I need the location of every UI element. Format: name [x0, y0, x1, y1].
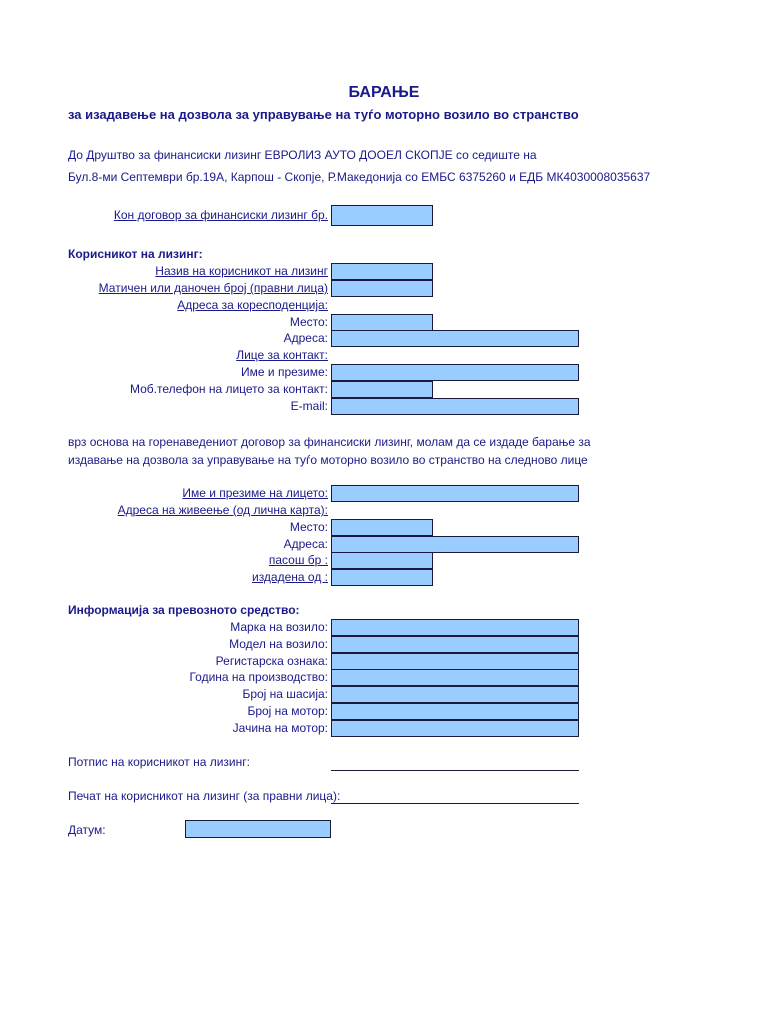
person-name-field[interactable]	[331, 485, 579, 502]
page-subtitle: за изадавење на дозвола за управување на туѓо моторно возило во странство	[68, 107, 579, 122]
lessee-name-label: Назив на корисникот на лизинг	[155, 264, 328, 278]
vehicle-make-label: Марка на возило:	[230, 620, 328, 634]
person-passport-label: пасош бр :	[268, 553, 328, 567]
lessee-address-field[interactable]	[331, 330, 579, 347]
request-line-2: издавање на дозвола за управување на туѓо моторно возило во странство на следново лице	[68, 453, 588, 467]
vehicle-heading: Информација за превозното средство:	[68, 603, 300, 617]
lessee-id-label: Матичен или даночен број (правни лица)	[98, 281, 328, 295]
person-passport-field[interactable]	[331, 552, 433, 569]
vehicle-model-label: Модел на возило:	[229, 637, 328, 651]
person-address-field[interactable]	[331, 536, 579, 553]
vehicle-make-field[interactable]	[331, 619, 579, 636]
person-issued-label: издадена од :	[251, 570, 328, 584]
vehicle-engine-label: Број на мотор:	[247, 704, 328, 718]
lessee-name-field[interactable]	[331, 263, 433, 280]
date-label: Датум:	[68, 823, 106, 837]
lessee-id-field[interactable]	[331, 280, 433, 297]
vehicle-reg-field[interactable]	[331, 653, 579, 670]
vehicle-chassis-label: Број на шасија:	[242, 687, 328, 701]
intro-line-1: До Друштво за финансиски лизинг ЕВРОЛИЗ АУТО ДООЕЛ СКОПЈЕ со седиште на	[68, 148, 537, 162]
lessee-heading: Корисникот на лизинг:	[68, 247, 203, 261]
person-place-label: Место:	[289, 520, 328, 534]
person-address-label: Адреса:	[283, 537, 328, 551]
person-name-label: Име и презиме на лицето:	[182, 486, 328, 500]
lessee-contact-name-label: Име и презиме:	[241, 365, 328, 379]
lessee-place-label: Место:	[289, 315, 328, 329]
lessee-place-field[interactable]	[331, 314, 433, 331]
request-line-1: врз основа на горенаведениот договор за финансиски лизинг, молам да се издаде барање за	[68, 435, 591, 449]
date-field[interactable]	[185, 820, 331, 838]
lessee-mobile-label: Моб.телефон на лицето за контакт:	[130, 382, 328, 396]
vehicle-year-field[interactable]	[331, 669, 579, 686]
person-issued-field[interactable]	[331, 569, 433, 586]
lessee-address-heading: Адреса за коресподенција:	[177, 298, 328, 312]
vehicle-model-field[interactable]	[331, 636, 579, 653]
person-place-field[interactable]	[331, 519, 433, 536]
signature-line[interactable]	[331, 770, 579, 771]
person-residence-heading: Адреса на живеење (од лична карта):	[117, 503, 328, 517]
lessee-address-label: Адреса:	[283, 331, 328, 345]
contract-label: Кон договор за финансиски лизинг бр.	[113, 208, 328, 222]
lessee-email-label: E-mail:	[290, 399, 328, 413]
vehicle-engine-field[interactable]	[331, 703, 579, 720]
contract-number-field[interactable]	[331, 205, 433, 226]
lessee-mobile-field[interactable]	[331, 381, 433, 398]
vehicle-power-field[interactable]	[331, 720, 579, 737]
vehicle-chassis-field[interactable]	[331, 686, 579, 703]
stamp-line[interactable]	[331, 803, 579, 804]
vehicle-reg-label: Регистарска ознака:	[215, 654, 328, 668]
signature-label: Потпис на корисникот на лизинг:	[68, 755, 250, 769]
lessee-contact-heading: Лице за контакт:	[236, 348, 328, 362]
lessee-contact-name-field[interactable]	[331, 364, 579, 381]
intro-line-2: Бул.8-ми Септември бр.19А, Карпош - Скопје, Р.Македонија со ЕМБС 6375260 и ЕДБ МК4030008035637	[68, 170, 651, 184]
vehicle-year-label: Година на производство:	[189, 670, 328, 684]
lessee-email-field[interactable]	[331, 398, 579, 415]
vehicle-power-label: Јачина на мотор:	[232, 721, 328, 735]
stamp-label: Печат на корисникот на лизинг (за правни лица):	[68, 789, 341, 803]
page-title: БАРАЊЕ	[348, 84, 420, 101]
